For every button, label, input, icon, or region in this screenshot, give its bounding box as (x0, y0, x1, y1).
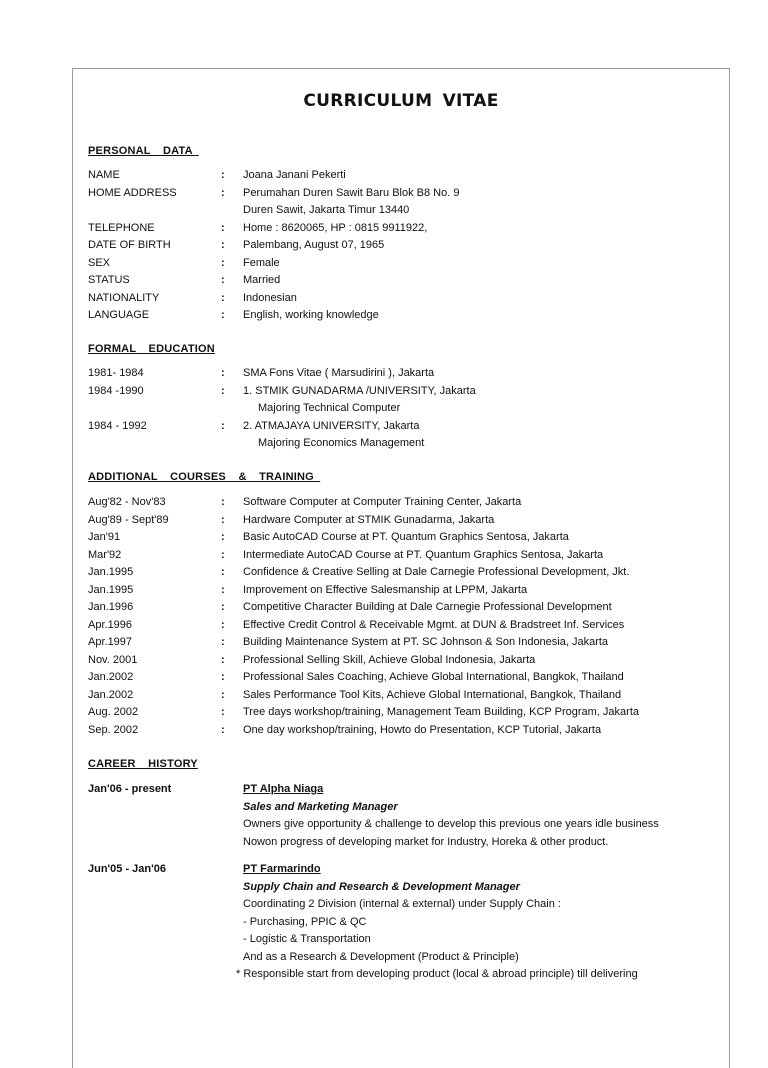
courses-heading: ADDITIONAL COURSES & TRAINING (88, 471, 321, 483)
personal-data-value: Indonesian (243, 291, 297, 304)
personal-data-row (88, 185, 719, 203)
course-row (88, 617, 719, 635)
course-label: Jan.1995 (88, 583, 134, 596)
personal-data-value: Palembang, August 07, 1965 (243, 239, 385, 251)
course-label: Jan.2002 (88, 688, 134, 701)
colon-separator: : (221, 723, 225, 736)
career-job-date: Jun'05 - Jan'06 (88, 863, 166, 875)
education-row (88, 365, 719, 383)
course-row (88, 564, 719, 582)
course-value: One day workshop/training, Howto do Presentation, KCP Tutorial, Jakarta (243, 723, 602, 736)
education-label: 1981- 1984 (88, 367, 144, 379)
career-job-header (88, 781, 719, 799)
career-job-spacer (88, 914, 243, 932)
course-value: Tree days workshop/training, Management Team Building, KCP Program, Jakarta (243, 706, 639, 718)
personal-data-label: HOME ADDRESS (88, 186, 177, 199)
personal-data-value: Married (243, 274, 281, 286)
personal-data-value: English, working knowledge (243, 309, 379, 321)
colon-separator: : (221, 186, 225, 199)
course-value: Hardware Computer at STMIK Gunadarma, Jakarta (243, 513, 495, 526)
colon-separator: : (221, 496, 225, 508)
personal-data-row (88, 272, 719, 290)
personal-data-row (88, 202, 719, 220)
personal-data-label: STATUS (88, 274, 130, 286)
education-row (88, 435, 719, 453)
career-job-line-row (88, 896, 719, 914)
course-label: Aug'89 - Sept'89 (88, 513, 169, 526)
formal-education-heading: FORMAL EDUCATION (88, 343, 215, 355)
personal-data-value: Female (243, 256, 280, 269)
personal-data-label: NATIONALITY (88, 291, 160, 304)
course-row (88, 722, 719, 740)
course-row (88, 704, 719, 722)
career-job-bullet: * Responsible start from developing product (local & abroad principle) till delivering (236, 968, 638, 980)
education-value: Majoring Technical Computer (258, 402, 401, 414)
course-label: Apr.1997 (88, 636, 133, 648)
course-value: Software Computer at Computer Training Center, Jakarta (243, 496, 522, 508)
education-value: SMA Fons Vitae ( Marsudirini ), Jakarta (243, 367, 435, 379)
career-job-line-row (88, 816, 719, 834)
colon-separator: : (221, 256, 225, 269)
personal-data-section (88, 145, 719, 325)
course-label: Jan.1995 (88, 566, 134, 578)
personal-data-row (88, 255, 719, 273)
career-job-date: Jan'06 - present (88, 783, 172, 795)
education-row (88, 400, 719, 418)
course-value: Improvement on Effective Salesmanship at LPPM, Jakarta (243, 583, 528, 596)
career-job (88, 781, 719, 851)
course-value: Basic AutoCAD Course at PT. Quantum Graphics Sentosa, Jakarta (243, 531, 569, 543)
personal-data-row (88, 220, 719, 238)
career-job (88, 861, 719, 984)
career-job-line-row (88, 949, 719, 967)
colon-separator: : (221, 419, 225, 432)
career-job-header (88, 861, 719, 879)
personal-data-label: DATE OF BIRTH (88, 239, 171, 251)
education-row (88, 383, 719, 401)
personal-data-value: Duren Sawit, Jakarta Timur 13440 (243, 204, 410, 216)
course-value: Effective Credit Control & Receivable Mgmt. at DUN & Bradstreet Inf. Services (243, 618, 625, 631)
personal-data-row (88, 237, 719, 255)
colon-separator: : (221, 671, 225, 683)
course-row (88, 634, 719, 652)
course-label: Nov. 2001 (88, 653, 138, 666)
education-value: 1. STMIK GUNADARMA /UNIVERSITY, Jakarta (243, 384, 476, 397)
course-label: Aug. 2002 (88, 706, 139, 718)
career-job-role: Supply Chain and Research & Development Manager (243, 880, 520, 893)
course-value: Confidence & Creative Selling at Dale Carnegie Professional Development, Jkt. (243, 566, 630, 578)
career-job-spacer (88, 834, 243, 852)
career-job-line-row (88, 834, 719, 852)
career-job-spacer (88, 896, 243, 914)
course-row (88, 652, 719, 670)
colon-separator: : (221, 653, 225, 666)
personal-data-label: TELEPHONE (88, 221, 155, 234)
education-label: 1984 -1990 (88, 384, 144, 397)
colon-separator: : (221, 583, 225, 596)
course-label: Aug'82 - Nov'83 (88, 496, 166, 508)
colon-separator: : (221, 309, 225, 321)
career-history-heading: CAREER HISTORY (88, 758, 198, 770)
career-job-company: PT Alpha Niaga (243, 783, 324, 795)
course-label: Jan'91 (88, 531, 121, 543)
colon-separator: : (221, 221, 225, 234)
colon-separator: : (221, 636, 225, 648)
colon-separator: : (221, 531, 225, 543)
colon-separator: : (221, 513, 225, 526)
personal-data-label: SEX (88, 256, 111, 269)
education-label (88, 435, 221, 453)
colon-separator: : (221, 291, 225, 304)
career-job-line: Owners give opportunity & challenge to develop this previous one years idle business (243, 818, 659, 830)
colon-separator (221, 400, 243, 418)
course-label: Jan.1996 (88, 601, 134, 613)
career-job-spacer (88, 816, 243, 834)
personal-data-value: Home : 8620065, HP : 0815 9911922, (243, 221, 428, 234)
career-job-line: Coordinating 2 Division (internal & external) under Supply Chain : (243, 898, 561, 910)
course-value: Sales Performance Tool Kits, Achieve Global International, Bangkok, Thailand (243, 688, 622, 701)
personal-data-row (88, 307, 719, 325)
career-job-line-row (88, 931, 719, 949)
formal-education-section (88, 343, 719, 453)
course-label: Sep. 2002 (88, 723, 139, 736)
colon-separator: : (221, 169, 225, 181)
career-job-line-row (88, 914, 719, 932)
colon-separator: : (221, 367, 225, 379)
colon-separator (221, 435, 243, 453)
colon-separator: : (221, 566, 225, 578)
course-value: Building Maintenance System at PT. SC Johnson & Son Indonesia, Jakarta (243, 636, 609, 648)
personal-data-value: Joana Janani Pekerti (243, 169, 346, 181)
course-row (88, 599, 719, 617)
personal-data-label: NAME (88, 169, 120, 181)
course-value: Professional Selling Skill, Achieve Global Indonesia, Jakarta (243, 653, 536, 666)
career-job-line: Nowon progress of developing market for Industry, Horeka & other product. (243, 835, 609, 848)
career-history-section (88, 758, 719, 984)
education-value: 2. ATMAJAYA UNIVERSITY, Jakarta (243, 419, 420, 432)
page-title: CURRICULUM VITAE (303, 91, 499, 111)
colon-separator: : (221, 618, 225, 631)
career-job-role-row (88, 799, 719, 817)
course-row (88, 669, 719, 687)
career-job-line: - Purchasing, PPIC & QC (243, 915, 367, 928)
career-job-role: Sales and Marketing Manager (243, 800, 398, 813)
career-job-line: And as a Research & Development (Product & Principle) (243, 950, 519, 963)
personal-data-label: LANGUAGE (88, 309, 150, 321)
career-job-line: - Logistic & Transportation (243, 933, 371, 945)
cv-page (72, 68, 730, 1068)
colon-separator: : (221, 706, 225, 718)
education-label: 1984 - 1992 (88, 419, 147, 432)
colon-separator (221, 202, 243, 220)
colon-separator: : (221, 384, 225, 397)
personal-data-row (88, 167, 719, 185)
career-job-role-row (88, 879, 719, 897)
course-label: Apr.1996 (88, 618, 133, 631)
colon-separator: : (221, 274, 225, 286)
course-row (88, 582, 719, 600)
colon-separator: : (221, 239, 225, 251)
course-label: Mar'92 (88, 548, 122, 561)
education-value: Majoring Economics Management (258, 437, 425, 449)
course-value: Competitive Character Building at Dale Carnegie Professional Development (243, 601, 612, 613)
education-row (88, 418, 719, 436)
career-job-spacer (88, 799, 243, 817)
course-row (88, 547, 719, 565)
career-job-company: PT Farmarindo (243, 863, 321, 875)
course-row (88, 687, 719, 705)
course-row (88, 494, 719, 512)
personal-data-value: Perumahan Duren Sawit Baru Blok B8 No. 9 (243, 186, 460, 199)
education-label (88, 400, 221, 418)
colon-separator: : (221, 601, 225, 613)
course-value: Intermediate AutoCAD Course at PT. Quantum Graphics Sentosa, Jakarta (243, 548, 604, 561)
course-label: Jan.2002 (88, 671, 134, 683)
career-job-spacer (88, 949, 243, 967)
personal-data-row (88, 290, 719, 308)
course-row (88, 529, 719, 547)
career-job-spacer (88, 931, 243, 949)
colon-separator: : (221, 548, 225, 561)
courses-section (88, 471, 719, 739)
personal-data-heading: PERSONAL DATA (88, 145, 199, 157)
course-row (88, 512, 719, 530)
course-value: Professional Sales Coaching, Achieve Global International, Bangkok, Thailand (243, 671, 624, 683)
personal-data-label (88, 202, 221, 220)
colon-separator: : (221, 688, 225, 701)
career-job-spacer (88, 879, 243, 897)
